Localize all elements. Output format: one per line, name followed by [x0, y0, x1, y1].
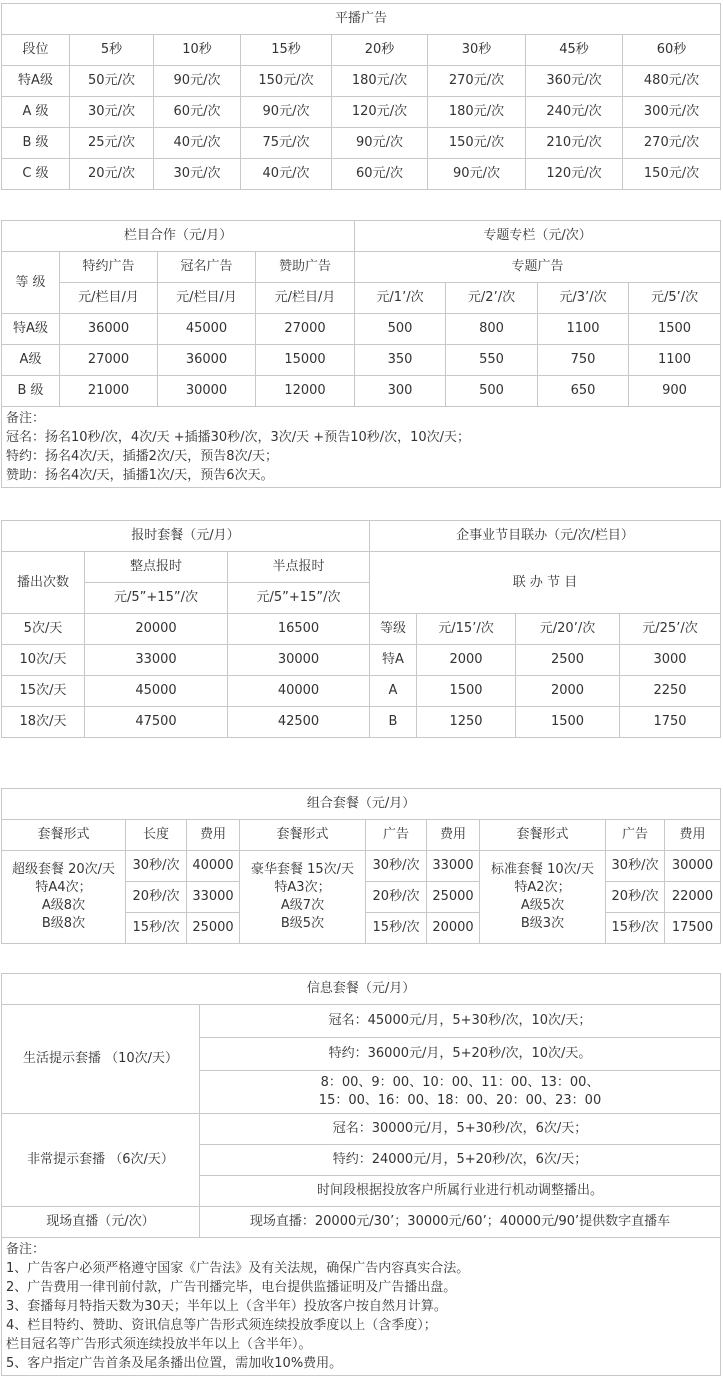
price-cell: 36000	[158, 345, 256, 376]
price-cell: 240元/次	[526, 97, 623, 128]
package-line: 超级套餐 20次/天	[11, 862, 116, 877]
column-coop-title: 栏目合作（元/月）	[2, 221, 355, 252]
price-cell: 2250	[620, 676, 721, 707]
length-cell: 30秒/次	[606, 851, 665, 882]
price-cell: 500	[355, 314, 446, 345]
combo-header-row	[2, 820, 721, 851]
price-cell: 36000	[60, 314, 158, 345]
half-hour-unit: 元/5”+15”/次	[228, 583, 370, 614]
price-cell: 900	[629, 376, 721, 407]
package-line: A级8次	[41, 898, 86, 913]
flat-ad-header-cell: 30秒	[428, 35, 526, 66]
info-package-notes	[2, 1238, 721, 1376]
live-broadcast-price: 现场直播：20000元/30’；30000元/60’；40000元/90’提供数字直播车	[200, 1207, 721, 1238]
joint-header-cell: 元/25’/次	[620, 614, 721, 645]
fee-cell: 33000	[187, 882, 240, 913]
table-row	[2, 314, 721, 345]
joint-header-cell: 元/15’/次	[417, 614, 516, 645]
life-tip-times	[200, 1071, 721, 1114]
joint-header-cell: 等级	[370, 614, 417, 645]
package-line: 特A4次；	[35, 880, 92, 895]
table-row	[2, 376, 721, 407]
package-line: 特A3次；	[274, 880, 331, 895]
flat-ad-title: 平播广告	[2, 4, 721, 35]
unit-cell: 元/3’/次	[538, 283, 629, 314]
package-description	[240, 851, 366, 944]
price-cell: 150元/次	[241, 66, 332, 97]
combo-header-cell: 广告	[606, 820, 665, 851]
unit-cell: 元/1’/次	[355, 283, 446, 314]
price-cell: 20元/次	[70, 159, 154, 190]
fee-cell: 33000	[427, 851, 480, 882]
combo-header-cell: 套餐形式	[240, 820, 366, 851]
combo-header-cell: 套餐形式	[480, 820, 606, 851]
hourly-time-label: 整点报时	[85, 552, 228, 583]
hourly-unit: 元/5”+15”/次	[85, 583, 228, 614]
price-cell: 1500	[629, 314, 721, 345]
flat-ad-header-cell: 段位	[2, 35, 70, 66]
level-cell: A 级	[2, 97, 70, 128]
table-row	[2, 97, 721, 128]
price-cell: 30元/次	[70, 97, 154, 128]
price-cell: 210元/次	[526, 128, 623, 159]
price-cell: 33000	[85, 645, 228, 676]
special-tip-label: 非常提示套播 （6次/天）	[2, 1114, 200, 1207]
note-line: 5、客户指定广告首条及尾条播出位置，需加收10%费用。	[6, 1356, 343, 1371]
combo-header-cell: 套餐形式	[2, 820, 126, 851]
package-line: B级3次	[520, 916, 565, 931]
table-row	[2, 851, 721, 882]
time-package-table	[1, 520, 721, 738]
level-cell: B	[370, 707, 417, 738]
combo-header-cell: 广告	[366, 820, 427, 851]
price-cell: 180元/次	[428, 97, 526, 128]
price-cell: 270元/次	[623, 128, 721, 159]
support-ad-label: 赞助广告	[256, 252, 355, 283]
unit-cell: 元/栏目/月	[158, 283, 256, 314]
count-cell: 18次/天	[2, 707, 85, 738]
flat-ad-header-cell: 15秒	[241, 35, 332, 66]
package-description	[2, 851, 126, 944]
fee-cell: 30000	[665, 851, 721, 882]
info-package-title: 信息套餐（元/月）	[2, 974, 721, 1005]
fee-cell: 25000	[427, 882, 480, 913]
price-cell: 90元/次	[241, 97, 332, 128]
count-cell: 5次/天	[2, 614, 85, 645]
length-cell: 30秒/次	[126, 851, 187, 882]
fee-cell: 22000	[665, 882, 721, 913]
price-cell: 45000	[158, 314, 256, 345]
fee-cell: 17500	[665, 913, 721, 944]
unit-cell: 元/2’/次	[446, 283, 538, 314]
price-cell: 20000	[85, 614, 228, 645]
unit-cell: 元/栏目/月	[60, 283, 158, 314]
table-row	[2, 345, 721, 376]
price-cell: 2000	[417, 645, 516, 676]
price-cell: 300元/次	[623, 97, 721, 128]
price-cell: 270元/次	[428, 66, 526, 97]
price-cell: 150元/次	[428, 128, 526, 159]
time-package-title: 报时套餐（元/月）	[2, 521, 370, 552]
price-cell: 90元/次	[428, 159, 526, 190]
price-cell: 3000	[620, 645, 721, 676]
combo-header-cell: 费用	[665, 820, 721, 851]
package-line: B级8次	[41, 916, 86, 931]
price-cell: 60元/次	[154, 97, 241, 128]
length-cell: 15秒/次	[606, 913, 665, 944]
price-cell: 300	[355, 376, 446, 407]
flat-ad-header-cell: 10秒	[154, 35, 241, 66]
length-cell: 20秒/次	[366, 882, 427, 913]
topic-column-title: 专题专栏（元/次）	[355, 221, 721, 252]
flat-ad-header-cell: 45秒	[526, 35, 623, 66]
package-line: 标准套餐 10次/天	[490, 862, 595, 877]
price-cell: 180元/次	[332, 66, 428, 97]
price-cell: 40000	[228, 676, 370, 707]
price-cell: 750	[538, 345, 629, 376]
note-line: 2、广告费用一律刊前付款，广告刊播完毕，电台提供监播证明及广告播出盘。	[6, 1280, 457, 1295]
price-cell: 1100	[538, 314, 629, 345]
life-tip-title-sponsor: 冠名：45000元/月，5+30秒/次，10次/天；	[200, 1005, 721, 1038]
count-cell: 10次/天	[2, 645, 85, 676]
price-cell: 1750	[620, 707, 721, 738]
column-coop-table	[1, 220, 721, 488]
combo-header-cell: 费用	[427, 820, 480, 851]
half-hour-time-label: 半点报时	[228, 552, 370, 583]
price-cell: 30000	[158, 376, 256, 407]
note-line: 1、广告客户必须严格遵守国家《广告法》及有关法规，确保广告内容真实合法。	[6, 1261, 470, 1276]
price-cell: 27000	[256, 314, 355, 345]
price-cell: 40元/次	[154, 128, 241, 159]
life-tip-label: 生活提示套播 （10次/天）	[2, 1005, 200, 1114]
price-cell: 25元/次	[70, 128, 154, 159]
price-cell: 90元/次	[332, 128, 428, 159]
special-tip-schedule: 时间段根据投放客户所属行业进行机动调整播出。	[200, 1176, 721, 1207]
note-line: 栏目冠名等广告形式须连续投放半年以上（含半年）。	[6, 1337, 312, 1352]
length-cell: 15秒/次	[366, 913, 427, 944]
note-line: 特约：扬名4次/天，插播2次/天，预告8次/天；	[6, 449, 278, 464]
price-cell: 360元/次	[526, 66, 623, 97]
table-row	[2, 645, 721, 676]
price-cell: 27000	[60, 345, 158, 376]
price-cell: 350	[355, 345, 446, 376]
life-tip-times-line: 8：00、9：00、10：00、11：00、13：00、	[320, 1075, 600, 1090]
level-cell: B 级	[2, 376, 60, 407]
level-cell: B 级	[2, 128, 70, 159]
broadcast-count-label: 播出次数	[2, 552, 85, 614]
flat-ad-header-cell: 20秒	[332, 35, 428, 66]
combo-header-cell: 长度	[126, 820, 187, 851]
price-cell: 30000	[228, 645, 370, 676]
note-line: 冠名：扬名10秒/次，4次/天 +插播30秒/次，3次/天 +预告10秒/次，10次/天；	[6, 430, 471, 445]
level-cell: A	[370, 676, 417, 707]
flat-ad-header-cell: 60秒	[623, 35, 721, 66]
table-row	[2, 66, 721, 97]
joint-program-label: 联 办 节 目	[370, 552, 721, 614]
table-row	[2, 128, 721, 159]
package-description	[480, 851, 606, 944]
count-cell: 15次/天	[2, 676, 85, 707]
fee-cell: 25000	[187, 913, 240, 944]
info-package-table	[1, 973, 721, 1376]
level-label: 等 级	[2, 252, 60, 314]
special-tip-title-sponsor: 冠名：30000元/月，5+30秒/次，6次/天；	[200, 1114, 721, 1145]
package-line: 豪华套餐 15次/天	[250, 862, 355, 877]
note-line: 备注：	[6, 1242, 46, 1257]
flat-ad-table	[1, 3, 721, 190]
price-cell: 550	[446, 345, 538, 376]
price-cell: 90元/次	[154, 66, 241, 97]
length-cell: 20秒/次	[126, 882, 187, 913]
price-cell: 2000	[516, 676, 620, 707]
price-cell: 1100	[629, 345, 721, 376]
price-cell: 150元/次	[623, 159, 721, 190]
length-cell: 20秒/次	[606, 882, 665, 913]
fee-cell: 20000	[427, 913, 480, 944]
package-line: A级7次	[280, 898, 325, 913]
table-row	[2, 159, 721, 190]
price-cell: 15000	[256, 345, 355, 376]
fee-cell: 40000	[187, 851, 240, 882]
price-cell: 120元/次	[332, 97, 428, 128]
live-broadcast-label: 现场直播（元/次）	[2, 1207, 200, 1238]
combo-header-cell: 费用	[187, 820, 240, 851]
flat-ad-header-cell: 5秒	[70, 35, 154, 66]
special-tip-sponsor: 特约：24000元/月，5+20秒/次，6次/天；	[200, 1145, 721, 1176]
level-cell: C 级	[2, 159, 70, 190]
sponsor-ad-label: 特约广告	[60, 252, 158, 283]
unit-cell: 元/栏目/月	[256, 283, 355, 314]
level-cell: 特A级	[2, 66, 70, 97]
price-cell: 800	[446, 314, 538, 345]
price-cell: 2500	[516, 645, 620, 676]
unit-cell: 元/5’/次	[629, 283, 721, 314]
combo-package-title: 组合套餐（元/月）	[2, 789, 721, 820]
note-line: 3、套播每月特指天数为30天；半年以上（含半年）投放客户按自然月计算。	[6, 1299, 447, 1314]
note-line: 赞助：扬名4次/天，插播1次/天，预告6次天。	[6, 468, 274, 483]
joint-header-cell: 元/20’/次	[516, 614, 620, 645]
price-cell: 40元/次	[241, 159, 332, 190]
price-cell: 75元/次	[241, 128, 332, 159]
price-cell: 480元/次	[623, 66, 721, 97]
price-cell: 1500	[417, 676, 516, 707]
price-cell: 21000	[60, 376, 158, 407]
length-cell: 15秒/次	[126, 913, 187, 944]
price-cell: 500	[446, 376, 538, 407]
note-line: 4、栏目特约、赞助、资讯信息等广告形式须连续投放季度以上（含季度）；	[6, 1318, 437, 1333]
price-cell: 42500	[228, 707, 370, 738]
price-cell: 120元/次	[526, 159, 623, 190]
level-cell: 特A级	[2, 314, 60, 345]
joint-program-title: 企事业节目联办（元/次/栏目）	[370, 521, 721, 552]
table-row	[2, 707, 721, 738]
package-line: 特A2次；	[514, 880, 571, 895]
life-tip-times-line: 15：00、16：00、18：00、20：00、23：00	[318, 1093, 602, 1108]
note-line: 备注：	[6, 411, 46, 426]
column-coop-notes	[2, 407, 721, 488]
price-cell: 1250	[417, 707, 516, 738]
level-cell: 特A	[370, 645, 417, 676]
length-cell: 30秒/次	[366, 851, 427, 882]
price-cell: 60元/次	[332, 159, 428, 190]
unit-row	[2, 283, 721, 314]
table-row	[2, 614, 721, 645]
price-cell: 47500	[85, 707, 228, 738]
price-cell: 16500	[228, 614, 370, 645]
price-cell: 650	[538, 376, 629, 407]
package-line: B级5次	[280, 916, 325, 931]
title-ad-label: 冠名广告	[158, 252, 256, 283]
topic-ad-label: 专题广告	[355, 252, 721, 283]
combo-package-table	[1, 788, 721, 944]
table-row	[2, 676, 721, 707]
price-cell: 30元/次	[154, 159, 241, 190]
life-tip-sponsor: 特约：36000元/月，5+20秒/次，10次/天。	[200, 1038, 721, 1071]
package-line: A级5次	[520, 898, 565, 913]
price-cell: 45000	[85, 676, 228, 707]
price-cell: 12000	[256, 376, 355, 407]
price-cell: 50元/次	[70, 66, 154, 97]
flat-ad-header-row	[2, 35, 721, 66]
level-cell: A级	[2, 345, 60, 376]
price-cell: 1500	[516, 707, 620, 738]
